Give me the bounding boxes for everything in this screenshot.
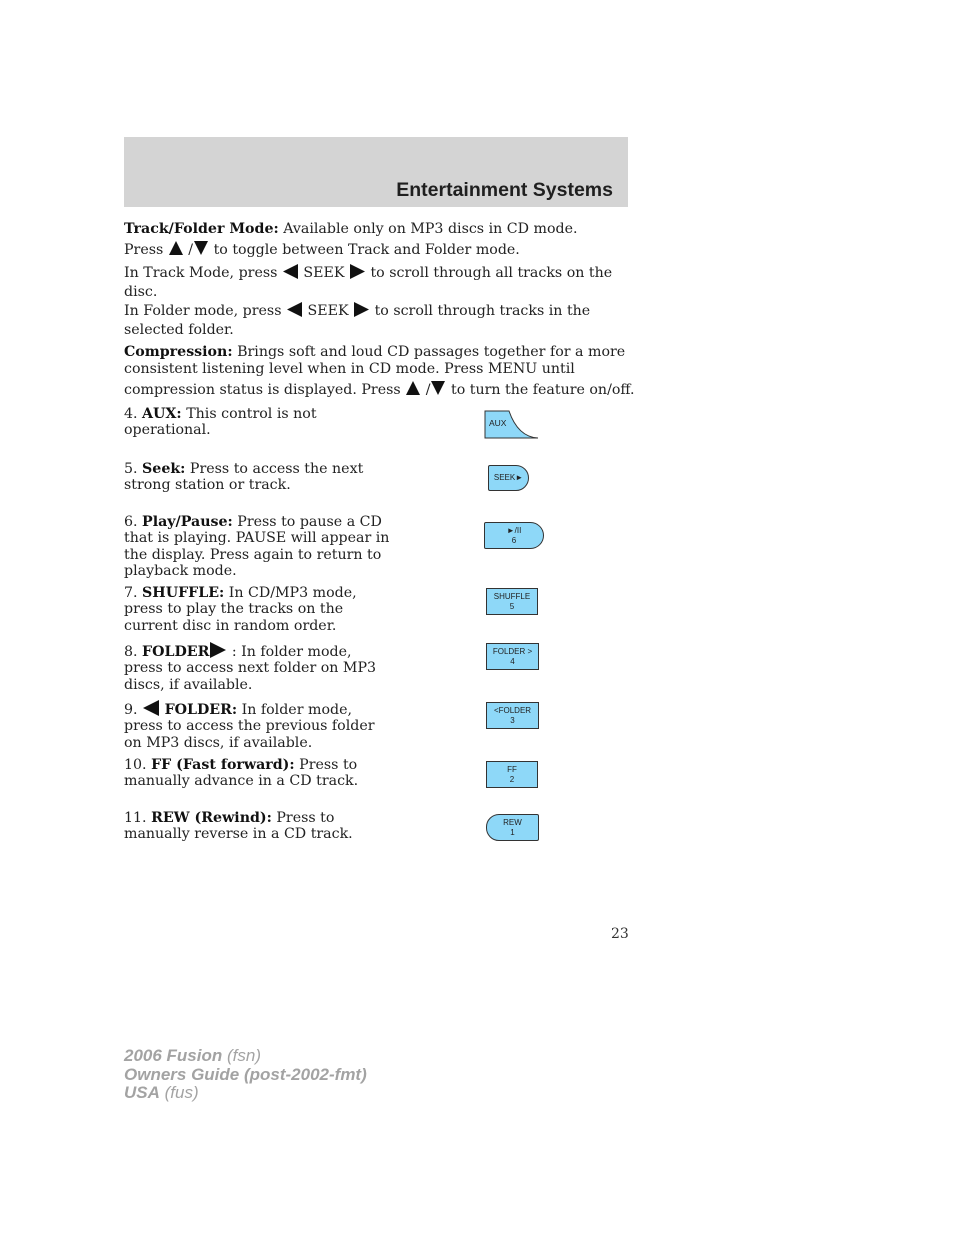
press-text: Press: [124, 241, 168, 258]
folder-previous-button-number: 3: [510, 715, 515, 725]
item-folder-previous: [124, 700, 384, 751]
seek-right-arrow-icon: [349, 264, 366, 279]
left-arrow-icon: [142, 700, 160, 716]
right-arrow-icon: [209, 642, 227, 658]
item-term: FOLDER: [142, 644, 210, 660]
folder-end-text: selected folder.: [124, 321, 234, 338]
fast-forward-button-number: 2: [509, 774, 515, 784]
compression-term: Compression:: [124, 344, 233, 360]
item-line: In CD/MP3 mode,: [224, 585, 357, 601]
item-line: Press to: [271, 810, 335, 826]
seek-left-arrow-icon: [286, 302, 303, 317]
compression-line-2: consistent listening level when in CD mode. Press MENU until: [124, 360, 575, 377]
seek-right-arrow-icon: [353, 302, 370, 317]
item-line: playback mode.: [124, 562, 237, 579]
item-line: the display. Press again to return to: [124, 546, 382, 563]
toggle-text: to toggle between Track and Folder mode.: [209, 241, 520, 258]
seek-button-label: SEEK►: [493, 473, 524, 482]
footer-region-code: (fus): [159, 1083, 199, 1102]
folder-next-button[interactable]: [486, 643, 539, 670]
shuffle-button-label: SHUFFLE: [493, 591, 531, 601]
page-number: 23: [611, 926, 629, 942]
down-arrow-icon: [430, 380, 446, 396]
document-footer: [124, 1047, 367, 1103]
play-pause-button-label: ►/II: [506, 525, 522, 535]
item-line: This control is not: [181, 406, 317, 422]
track-folder-term: Track/Folder Mode:: [124, 221, 279, 237]
rewind-button-label: REW: [503, 817, 522, 827]
footer-region: USA: [124, 1083, 160, 1102]
item-folder-next: [124, 642, 384, 693]
item-term: FOLDER:: [164, 702, 238, 718]
folder-previous-button-label: <FOLDER: [493, 705, 532, 715]
rewind-button-number: 1: [510, 827, 515, 837]
item-rewind: [124, 810, 384, 843]
item-line: manually advance in a CD track.: [124, 773, 359, 790]
compression-line-1: Brings soft and loud CD passages together for a more: [232, 344, 626, 360]
section-title: Entertainment Systems: [396, 179, 613, 201]
item-line: press to access the previous folder: [124, 718, 375, 735]
slash-text: /: [183, 241, 194, 258]
footer-model: 2006 Fusion: [124, 1046, 223, 1065]
item-term: FF (Fast forward):: [151, 757, 295, 773]
item-play-pause: [124, 514, 390, 579]
item-seek: [124, 461, 384, 494]
play-pause-button-number: 6: [511, 535, 517, 545]
aux-button[interactable]: [484, 410, 540, 440]
item-line: Press to access the next: [185, 461, 364, 477]
item-line: strong station or track.: [124, 477, 291, 494]
rewind-button[interactable]: [486, 814, 539, 841]
fast-forward-button-label: FF: [507, 764, 517, 774]
item-line: press to play the tracks on the: [124, 601, 344, 618]
item-line: : In folder mode,: [227, 644, 352, 660]
compression-toggle-text: to turn the feature on/off.: [446, 382, 635, 398]
item-fast-forward: [124, 757, 384, 790]
seek-text: SEEK: [298, 265, 349, 281]
item-term: REW (Rewind):: [151, 810, 272, 826]
track-mode-text: In Track Mode, press: [124, 265, 282, 281]
item-number: 11.: [124, 810, 152, 826]
compression-line-3: compression status is displayed. Press: [124, 382, 406, 398]
item-line: that is playing. PAUSE will appear in: [124, 530, 390, 547]
folder-mode-text: In Folder mode, press: [124, 303, 286, 319]
item-number: 8.: [124, 644, 143, 660]
up-arrow-icon: [168, 240, 184, 256]
up-arrow-icon: [405, 380, 421, 396]
down-arrow-icon: [193, 240, 209, 256]
compression-paragraph: [124, 344, 635, 399]
item-aux: [124, 406, 384, 439]
item-shuffle: [124, 585, 384, 634]
play-pause-button[interactable]: [484, 522, 544, 549]
item-line: discs, if available.: [124, 676, 253, 693]
folder-next-button-number: 4: [510, 656, 515, 666]
slash-text: /: [421, 382, 431, 398]
track-scroll-text: to scroll through all tracks on the: [365, 265, 613, 281]
item-line: operational.: [124, 422, 211, 439]
folder-previous-button[interactable]: [486, 702, 539, 729]
item-number: 10.: [124, 757, 152, 773]
item-term: AUX:: [142, 406, 182, 422]
item-term: Play/Pause:: [142, 514, 233, 530]
seek-left-arrow-icon: [282, 264, 299, 279]
item-line: on MP3 discs, if available.: [124, 734, 313, 751]
item-number: 6.: [124, 514, 143, 530]
footer-guide: Owners Guide (post-2002-fmt): [124, 1064, 367, 1084]
seek-text: SEEK: [303, 303, 354, 319]
track-folder-desc: Available only on MP3 discs in CD mode.: [278, 221, 578, 237]
item-term: SHUFFLE:: [142, 585, 225, 601]
folder-next-button-label: FOLDER >: [492, 646, 533, 656]
track-folder-paragraph: [124, 221, 629, 338]
item-number: 7.: [124, 585, 143, 601]
shuffle-button-number: 5: [509, 601, 515, 611]
item-number: 4.: [124, 406, 143, 422]
track-end-text: disc.: [124, 283, 158, 300]
shuffle-button[interactable]: [486, 588, 538, 615]
item-line: Press to pause a CD: [232, 514, 382, 530]
item-line: In folder mode,: [237, 702, 352, 718]
item-number: 9.: [124, 702, 143, 718]
fast-forward-button[interactable]: [486, 761, 538, 788]
item-line: press to access next folder on MP3: [124, 660, 377, 677]
aux-button-label: AUX: [489, 418, 507, 428]
item-line: current disc in random order.: [124, 617, 337, 634]
item-line: manually reverse in a CD track.: [124, 826, 353, 843]
folder-scroll-text: to scroll through tracks in the: [370, 303, 591, 319]
item-term: Seek:: [142, 461, 186, 477]
seek-button[interactable]: [488, 465, 529, 491]
footer-model-code: (fsn): [222, 1046, 261, 1065]
item-number: 5.: [124, 461, 143, 477]
item-line: Press to: [294, 757, 358, 773]
section-header-band: [124, 137, 628, 207]
